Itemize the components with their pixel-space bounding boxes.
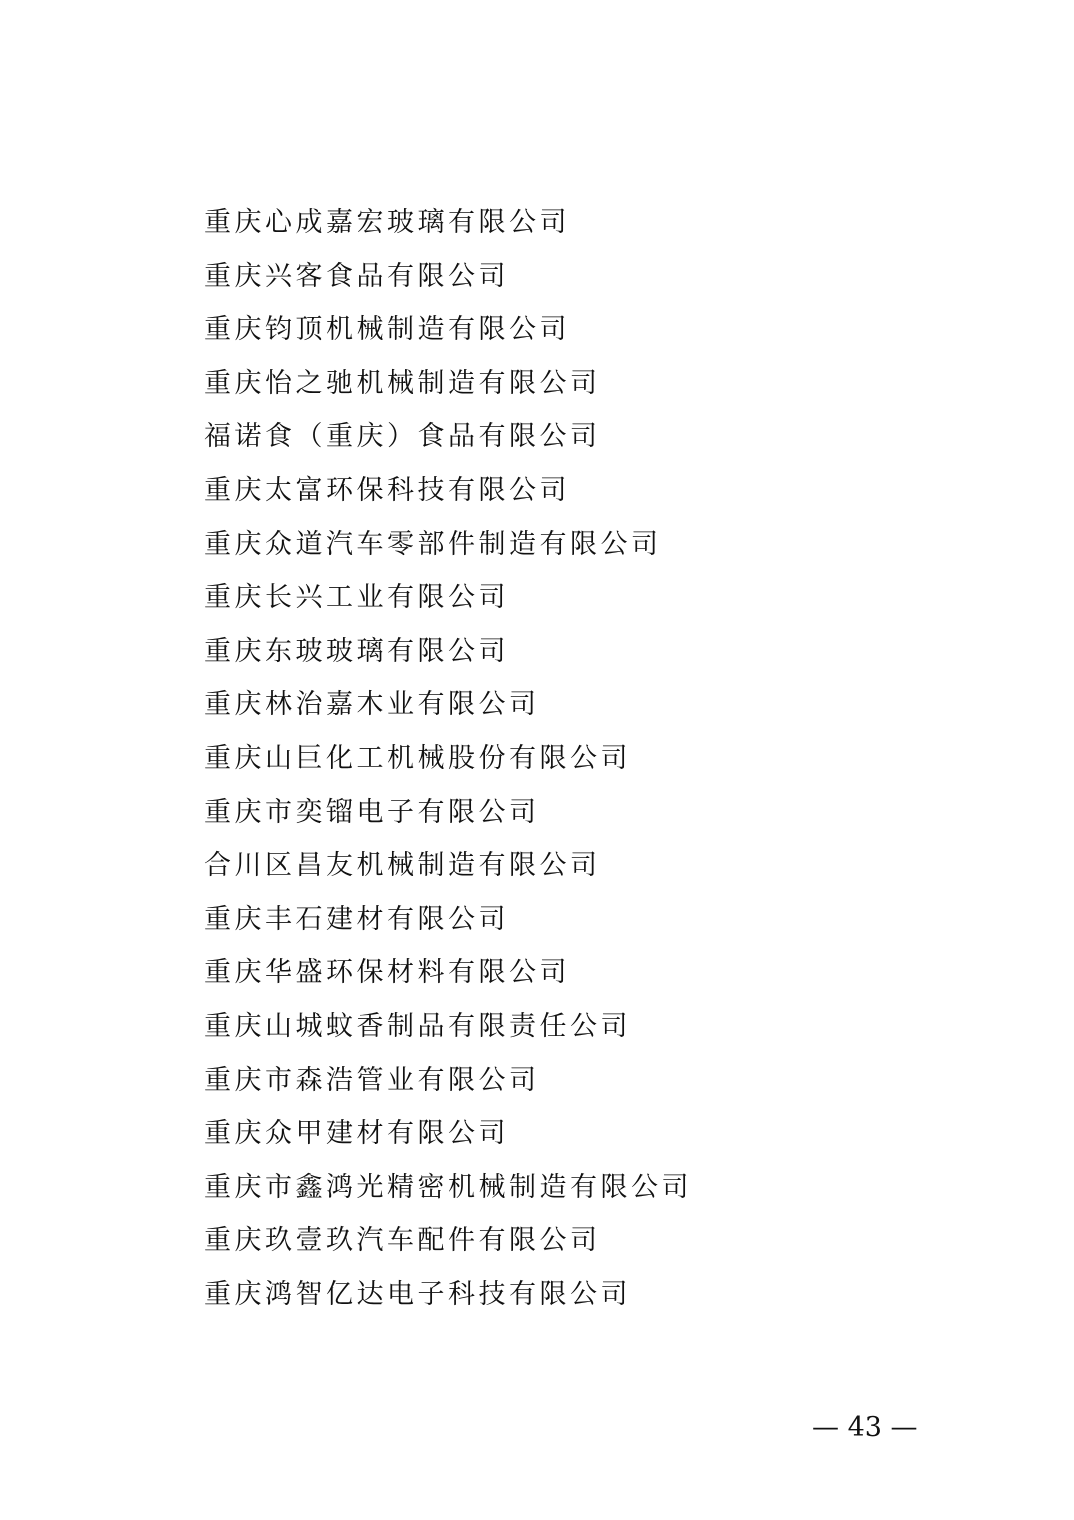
company-name: 重庆山城蚊香制品有限责任公司 [204,1010,631,1042]
company-name: 重庆东玻玻璃有限公司 [204,635,509,667]
company-name: 重庆长兴工业有限公司 [204,582,509,614]
company-name: 重庆山巨化工机械股份有限公司 [204,742,631,774]
company-name: 重庆林治嘉木业有限公司 [204,689,540,721]
company-list [204,196,692,1321]
company-name: 重庆众甲建材有限公司 [204,1118,509,1150]
company-name: 重庆玖壹玖汽车配件有限公司 [204,1225,601,1257]
company-name: 合川区昌友机械制造有限公司 [204,850,601,882]
company-name: 福诺食（重庆）食品有限公司 [204,421,601,453]
company-name: 重庆心成嘉宏玻璃有限公司 [204,207,570,238]
company-name: 重庆兴客食品有限公司 [204,260,509,292]
company-name: 重庆怡之驰机械制造有限公司 [204,367,601,399]
company-name: 重庆太富环保科技有限公司 [204,474,570,506]
company-name: 重庆市森浩管业有限公司 [204,1064,540,1096]
company-name: 重庆市奕镏电子有限公司 [204,796,540,828]
company-name: 重庆丰石建材有限公司 [204,903,509,935]
company-name: 重庆市鑫鸿光精密机械制造有限公司 [204,1171,692,1203]
company-name: 重庆钧顶机械制造有限公司 [204,314,570,346]
company-name: 重庆华盛环保材料有限公司 [204,957,570,989]
company-name: 重庆鸿智亿达电子科技有限公司 [204,1278,631,1310]
company-name: 重庆众道汽车零部件制造有限公司 [204,528,662,560]
page-number: — 43 — [812,1412,918,1443]
